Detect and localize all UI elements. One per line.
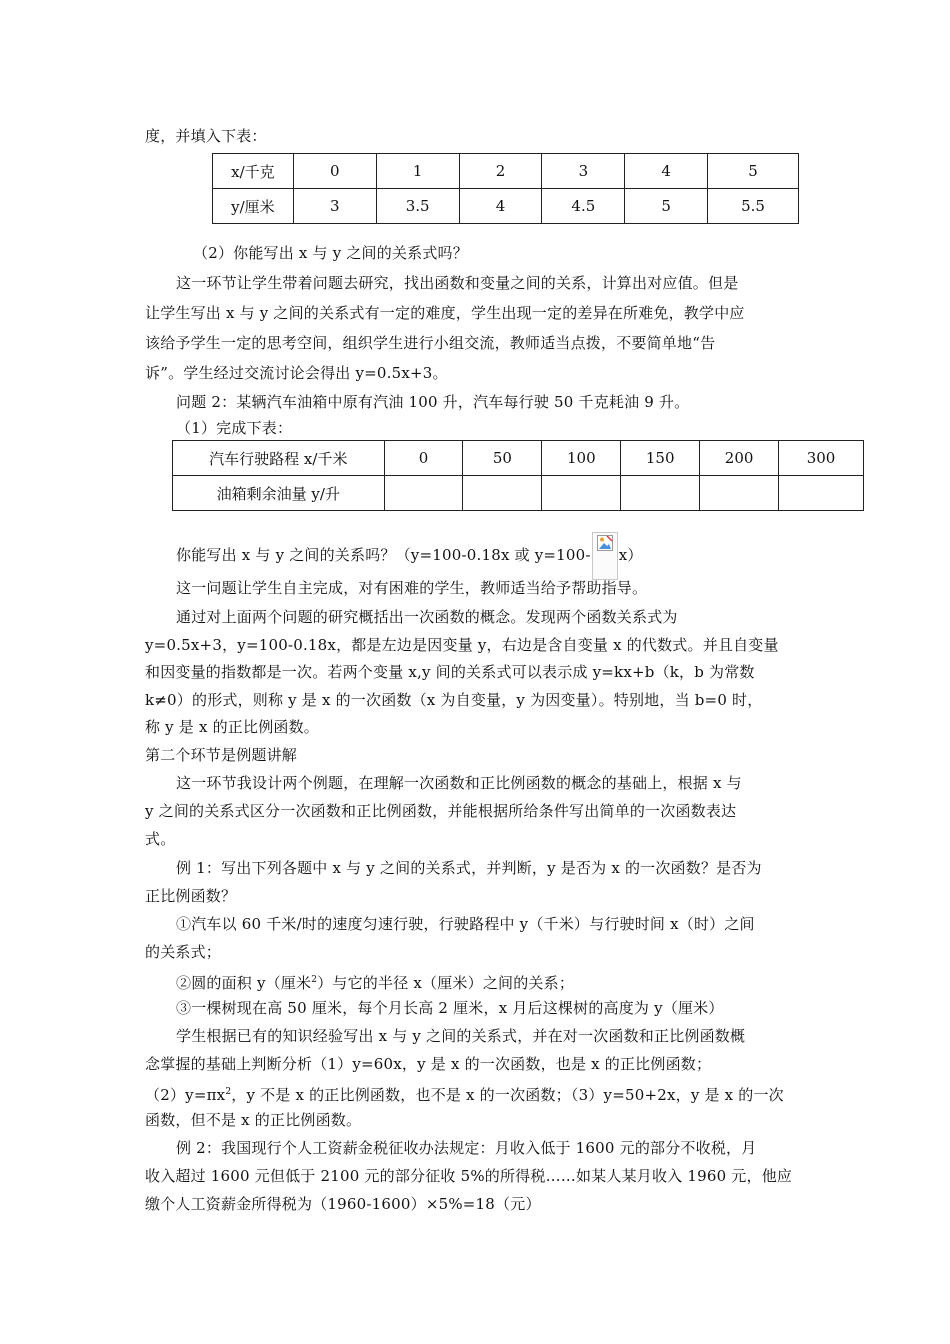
paragraph-line: 诉”。学生经过交流讨论会得出 y=0.5x+3。 (145, 364, 448, 382)
table-cell: 汽车行驶路程 x/千米 (173, 441, 385, 476)
question-1-part-2: （2）你能写出 x 与 y 之间的关系式吗？ (193, 244, 468, 262)
table-cell (463, 476, 542, 511)
paragraph-line: 这一环节让学生带着问题去研究，找出函数和变量之间的关系，计算出对应值。但是 (176, 274, 739, 292)
example-1-item-3: ③一棵树现在高 50 厘米，每个月长高 2 厘米，x 月后这棵树的高度为 y（厘米） (176, 999, 724, 1017)
paragraph-line: 该给予学生一定的思考空间，组织学生进行小组交流，教师适当点拨，不要简单地“告 (145, 334, 716, 352)
table-cell: 4 (459, 189, 542, 224)
paragraph-line: 念掌握的基础上判断分析（1）y=60x，y 是 x 的一次函数，也是 x 的正比例函数； (145, 1055, 712, 1073)
example-1-item-1-cont: 的关系式； (145, 943, 222, 961)
table-cell (779, 476, 864, 511)
text-span: ，y 不是 x 的正比例函数，也不是 x 的一次函数；（3）y=50+2x，y 是 x 的一次 (231, 1086, 784, 1104)
paragraph-intro: 度，并填入下表： (145, 127, 267, 145)
table-cell: 100 (542, 441, 621, 476)
paragraph-line: 通过对上面两个问题的研究概括出一次函数的概念。发现两个函数关系式为 (176, 608, 678, 626)
superscript: 2 (311, 975, 318, 985)
table-fuel-remaining (172, 440, 864, 511)
text-span: ②圆的面积 y（厘米 (176, 974, 312, 992)
paragraph-line: k≠0）的形式，则称 y 是 x 的一次函数（x 为自变量，y 为因变量）。特别地，当 b=0 时， (145, 691, 763, 709)
table-cell: 2 (459, 154, 542, 189)
text-span: ）与它的半径 x（厘米）之间的关系； (317, 974, 575, 992)
paragraph-line: 让学生写出 x 与 y 之间的关系式有一定的难度，学生出现一定的差异在所难免，教学中应 (145, 304, 745, 322)
table-cell (384, 476, 463, 511)
example-2-line: 收入超过 1600 元但低于 2100 元的部分征收 5%的所得税……如某人某月收入 1960 元，他应 (145, 1167, 793, 1185)
table-cell (542, 476, 621, 511)
question-2-part-1: （1）完成下表： (176, 419, 293, 437)
paragraph-line: 函数，但不是 x 的正比例函数。 (145, 1111, 362, 1129)
table-cell: 3 (293, 189, 376, 224)
paragraph-line (145, 1082, 784, 1105)
table-row (173, 476, 864, 511)
table-cell: 5 (625, 189, 708, 224)
section-heading: 第二个环节是例题讲解 (145, 746, 298, 764)
example-2-line: 缴个人工资薪金所得税为（1960-1600）×5%=18（元） (145, 1195, 541, 1213)
paragraph-line: 这一环节我设计两个例题，在理解一次函数和正比例函数的概念的基础上，根据 x 与 (176, 774, 742, 792)
table-cell: 0 (384, 441, 463, 476)
table-cell: 5.5 (708, 189, 799, 224)
table-cell: 300 (779, 441, 864, 476)
example-1-line: 正比例函数？ (145, 887, 237, 905)
table-cell (621, 476, 700, 511)
table-row (173, 441, 864, 476)
paragraph-line: 称 y 是 x 的正比例函数。 (145, 718, 320, 736)
table-cell: 200 (700, 441, 779, 476)
example-1-item-2 (176, 970, 574, 993)
table-cell: 150 (621, 441, 700, 476)
question-2-ask (176, 532, 643, 580)
table-row (213, 154, 799, 189)
example-2-line: 例 2：我国现行个人工资薪金税征收办法规定：月收入低于 1600 元的部分不收税，月 (176, 1139, 757, 1157)
example-1-item-1: ①汽车以 60 千米/时的速度匀速行驶，行驶路程中 y（千米）与行驶时间 x（时）之间 (176, 915, 755, 933)
table-cell: 1 (376, 154, 459, 189)
table-cell: 3.5 (376, 189, 459, 224)
table-cell: y/厘米 (213, 189, 294, 224)
paragraph-line: 式。 (145, 830, 176, 848)
table-cell: 油箱剩余油量 y/升 (173, 476, 385, 511)
question-2-ask-text: 你能写出 x 与 y 之间的关系吗？（y=100-0.18x 或 y=100- (176, 546, 591, 564)
table-cell: 0 (293, 154, 376, 189)
table-cell: 5 (708, 154, 799, 189)
paragraph-line: 这一问题让学生自主完成，对有困难的学生，教师适当给予帮助指导。 (176, 579, 648, 597)
question-2: 问题 2：某辆汽车油箱中原有汽油 100 升，汽车每行驶 50 千克耗油 9 升。 (176, 393, 690, 411)
broken-image-icon (592, 532, 618, 580)
paragraph-line: 学生根据已有的知识经验写出 x 与 y 之间的关系式，并在对一次函数和正比例函数概 (176, 1027, 746, 1045)
table-spring-length (212, 153, 799, 224)
table-cell: 4.5 (542, 189, 625, 224)
paragraph-line: y 之间的关系式区分一次函数和正比例函数，并能根据所给条件写出简单的一次函数表达 (145, 802, 737, 820)
paragraph-line: 和因变量的指数都是一次。若两个变量 x,y 间的关系式可以表示成 y=kx+b（k，b 为常数 (145, 663, 755, 681)
table-row (213, 189, 799, 224)
table-cell: 50 (463, 441, 542, 476)
text-span: （2）y=πx (145, 1086, 226, 1104)
paragraph-line: y=0.5x+3，y=100-0.18x，都是左边是因变量 y，右边是含自变量 x 的代数式。并且自变量 (145, 636, 779, 654)
table-cell (700, 476, 779, 511)
table-cell: 4 (625, 154, 708, 189)
table-cell: 3 (542, 154, 625, 189)
table-cell: x/千克 (213, 154, 294, 189)
superscript: 2 (225, 1087, 232, 1097)
question-2-ask-tail: x） (618, 546, 643, 564)
example-1-line: 例 1：写出下列各题中 x 与 y 之间的关系式，并判断，y 是否为 x 的一次函数？是否为 (176, 859, 762, 877)
